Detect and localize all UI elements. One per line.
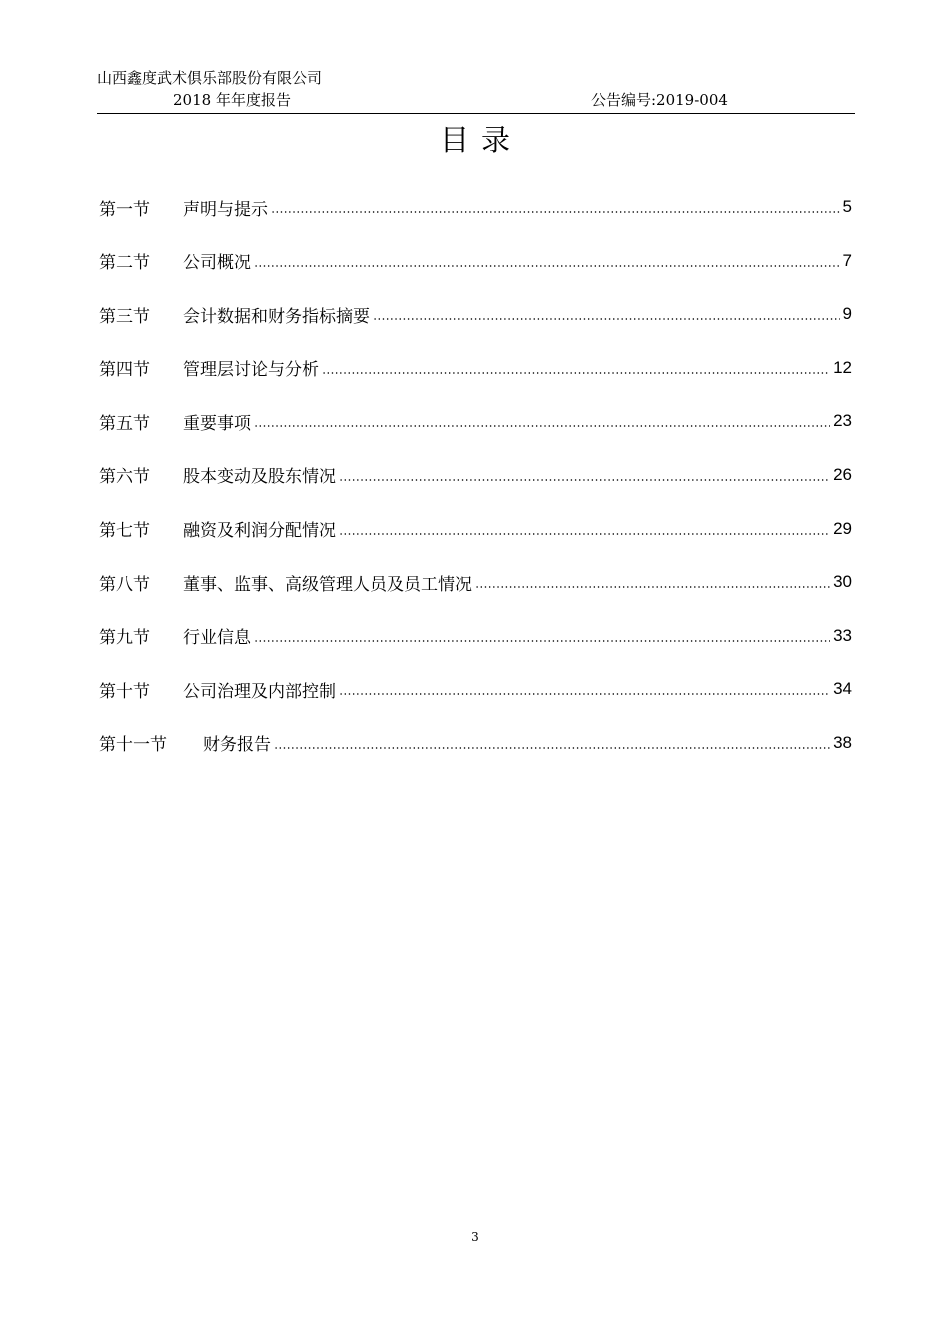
toc-section-number: 第六节 <box>99 467 150 488</box>
toc-leader-dots <box>322 372 830 374</box>
toc-page-number: 33 <box>833 625 852 645</box>
report-title: 2018 年年度报告 <box>173 91 291 109</box>
toc-section-title: 公司概况 <box>183 253 251 274</box>
toc-page-number: 34 <box>833 679 852 699</box>
toc-page-number: 30 <box>833 572 852 592</box>
toc-section-title: 会计数据和财务指标摘要 <box>183 306 370 327</box>
toc-page-number: 38 <box>833 732 852 752</box>
toc-leader-dots <box>254 640 830 642</box>
toc-entry[interactable] <box>99 297 852 331</box>
toc-entry[interactable] <box>99 404 852 438</box>
toc-section-number: 第八节 <box>99 574 150 595</box>
toc-section-title: 财务报告 <box>203 735 271 756</box>
toc-section-title: 公司治理及内部控制 <box>183 681 336 702</box>
toc-page-number: 7 <box>842 250 852 270</box>
toc-leader-dots <box>254 425 830 427</box>
toc-entry[interactable] <box>99 672 852 706</box>
toc-leader-dots <box>254 265 840 267</box>
notice-number: 公告编号:2019-004 <box>591 91 728 109</box>
toc-page-number: 23 <box>833 411 852 431</box>
toc-page-number: 26 <box>833 464 852 484</box>
toc-section-number: 第九节 <box>99 628 150 649</box>
toc-leader-dots <box>339 479 830 481</box>
toc-entry[interactable] <box>99 619 852 653</box>
company-name: 山西鑫度武术俱乐部股份有限公司 <box>97 69 323 87</box>
toc-leader-dots <box>339 533 830 535</box>
toc-page-number: 29 <box>833 518 852 538</box>
toc-section-title: 融资及利润分配情况 <box>183 521 336 542</box>
toc-section-title: 行业信息 <box>183 628 251 649</box>
toc-section-number: 第三节 <box>99 306 150 327</box>
toc-section-title: 声明与提示 <box>183 199 268 220</box>
toc-section-number: 第一节 <box>99 199 150 220</box>
page-title: 目录 <box>439 123 522 157</box>
toc-section-number: 第七节 <box>99 521 150 542</box>
toc-leader-dots <box>274 747 830 749</box>
toc-page-number: 5 <box>842 197 852 216</box>
toc-section-title: 董事、监事、高级管理人员及员工情况 <box>183 574 472 595</box>
toc-section-title: 股本变动及股东情况 <box>183 467 336 488</box>
toc-entry[interactable] <box>99 244 852 278</box>
toc-entry[interactable] <box>99 512 852 546</box>
toc-page-number: 12 <box>833 357 852 377</box>
toc-leader-dots <box>475 586 830 588</box>
toc-section-title: 管理层讨论与分析 <box>183 360 319 381</box>
toc-leader-dots <box>339 693 830 695</box>
toc-section-number: 第四节 <box>99 360 150 381</box>
toc-entry[interactable] <box>99 565 852 599</box>
toc-page-number: 9 <box>842 304 852 324</box>
toc-entry[interactable] <box>99 190 852 224</box>
toc-section-number: 第五节 <box>99 413 150 434</box>
toc-section-number: 第十一节 <box>99 735 167 756</box>
table-of-contents <box>99 190 852 780</box>
toc-leader-dots <box>271 211 840 213</box>
toc-section-number: 第二节 <box>99 253 150 274</box>
toc-leader-dots <box>373 318 840 320</box>
toc-entry[interactable] <box>99 726 852 760</box>
toc-section-number: 第十节 <box>99 681 150 702</box>
page-number: 3 <box>471 1230 479 1244</box>
toc-entry[interactable] <box>99 351 852 385</box>
header-divider <box>97 113 855 114</box>
toc-section-title: 重要事项 <box>183 413 251 434</box>
toc-entry[interactable] <box>99 458 852 492</box>
